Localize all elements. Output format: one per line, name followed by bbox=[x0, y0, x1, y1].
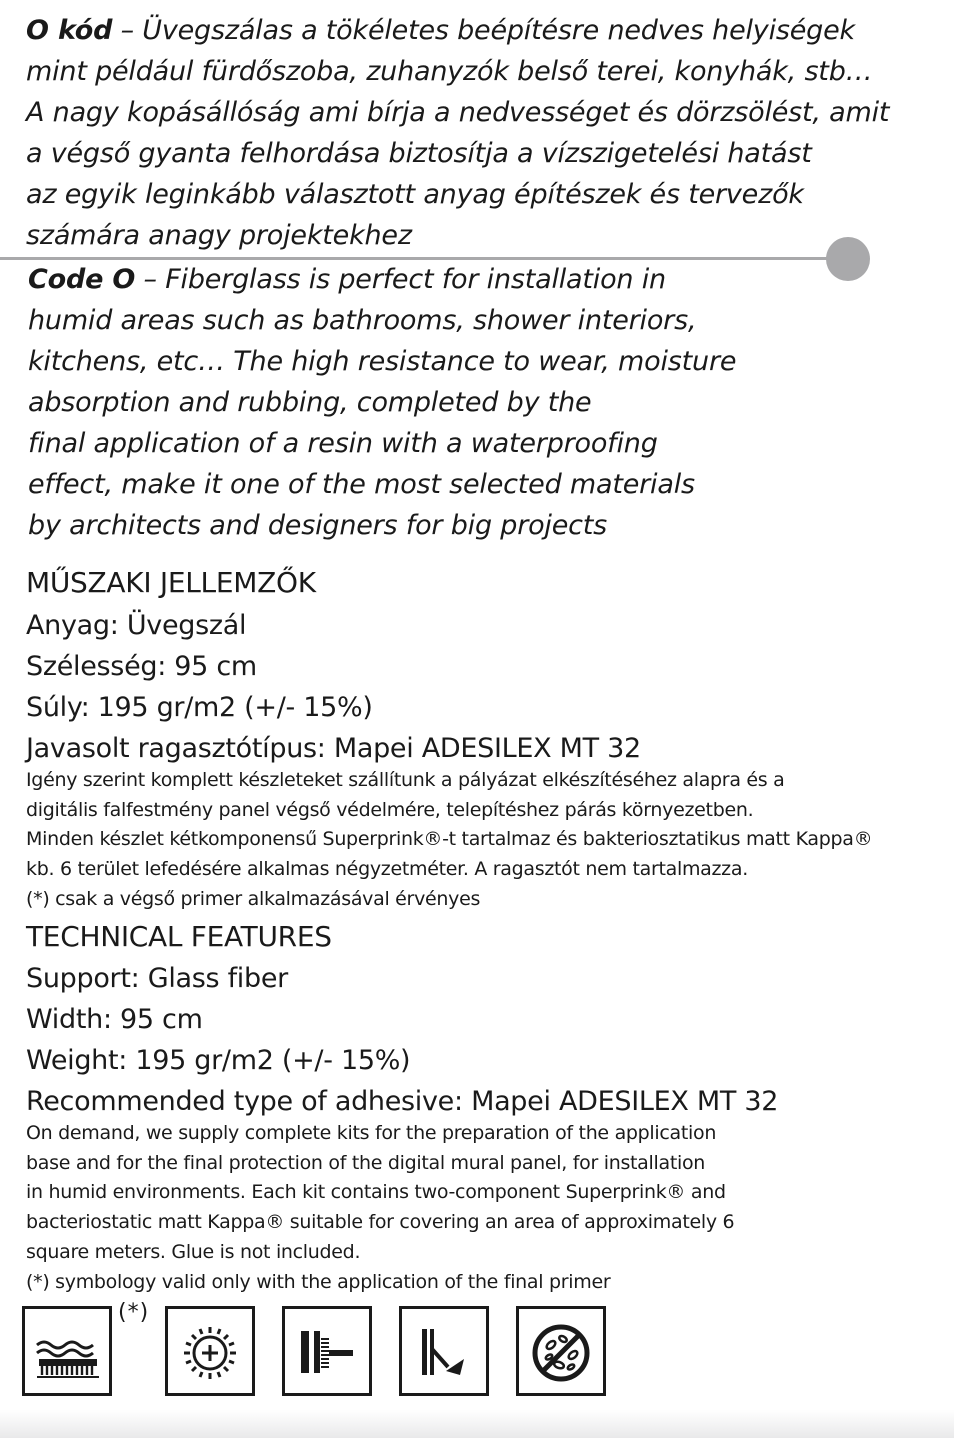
note-line: Minden készlet kétkomponensű Superprink®-t tartalmaz és bakteriosztatikus matt Kappa® bbox=[26, 828, 873, 851]
primer-asterisk: (*) bbox=[118, 1300, 150, 1325]
note-line: square meters. Glue is not included. bbox=[26, 1240, 361, 1263]
english-technical-heading: TECHNICAL FEATURES bbox=[26, 920, 332, 953]
description-line: O kód – Üvegszálas a tökéletes beépítésre nedves helyiségek bbox=[26, 15, 855, 46]
english-spec-list bbox=[26, 958, 778, 1122]
description-line: final application of a resin with a waterproofing bbox=[28, 428, 658, 459]
description-line: az egyik leginkább választott anyag építészek és tervezők bbox=[26, 179, 804, 210]
note-line: bacteriostatic matt Kappa® suitable for covering an area of approximately 6 bbox=[26, 1211, 735, 1234]
strippable-icon bbox=[399, 1306, 489, 1396]
spec-line: Weight: 195 gr/m2 (+/- 15%) bbox=[26, 1045, 411, 1076]
light-fastness-icon bbox=[165, 1306, 255, 1396]
code-label: O kód bbox=[26, 15, 113, 46]
spec-line: Súly: 195 gr/m2 (+/- 15%) bbox=[26, 692, 373, 723]
spec-line: Recommended type of adhesive: Mapei ADESILEX MT 32 bbox=[26, 1086, 779, 1117]
bacteriostatic-icon bbox=[516, 1306, 606, 1396]
care-symbols bbox=[22, 1300, 622, 1396]
english-description bbox=[28, 259, 736, 546]
spec-line: Javasolt ragasztótípus: Mapei ADESILEX MT 32 bbox=[26, 733, 641, 764]
spec-line: Support: Glass fiber bbox=[26, 963, 288, 994]
description-line: kitchens, etc… The high resistance to wear, moisture bbox=[28, 346, 737, 377]
note-line: On demand, we supply complete kits for the preparation of the application bbox=[26, 1122, 717, 1144]
hungarian-notes bbox=[26, 766, 872, 915]
hungarian-description bbox=[26, 10, 889, 256]
description-line: számára anagy projektekhez bbox=[26, 220, 412, 251]
note-line: kb. 6 terület lefedésére alkalmas négyzetméter. A ragasztót nem tartalmazza. bbox=[26, 858, 748, 881]
spec-line: Width: 95 cm bbox=[26, 1004, 203, 1035]
note-line: digitális falfestmény panel végső védelmére, telepítéshez párás környezetben. bbox=[26, 798, 754, 821]
description-line: by architects and designers for big projects bbox=[28, 510, 608, 541]
description-line: a végső gyanta felhordása biztosítja a vízszigetelési hatást bbox=[26, 138, 812, 169]
description-line: mint például fürdőszoba, zuhanyzók belső terei, konyhák, stb… bbox=[26, 56, 873, 87]
description-line: Code O – Fiberglass is perfect for installation in bbox=[28, 264, 666, 295]
note-line: base and for the final protection of the digital mural panel, for installation bbox=[26, 1151, 706, 1174]
spec-line: Anyag: Üvegszál bbox=[26, 610, 247, 641]
description-line: absorption and rubbing, completed by the bbox=[28, 387, 592, 418]
washable-brush-icon bbox=[22, 1306, 112, 1396]
divider-dot bbox=[826, 237, 870, 281]
note-line: in humid environments. Each kit contains two-component Superprink® and bbox=[26, 1181, 726, 1204]
description-line: A nagy kopásállóság ami bírja a nedvességet és dörzsölést, amit bbox=[26, 97, 890, 128]
hungarian-spec-list bbox=[26, 605, 641, 769]
paste-the-wall-icon bbox=[282, 1306, 372, 1396]
note-line: (*) csak a végső primer alkalmazásával érvényes bbox=[26, 887, 481, 910]
description-line: effect, make it one of the most selected materials bbox=[28, 469, 695, 500]
bottom-shade bbox=[0, 1410, 954, 1438]
description-line: humid areas such as bathrooms, shower interiors, bbox=[28, 305, 697, 336]
note-line: (*) symbology valid only with the application of the final primer bbox=[26, 1270, 611, 1293]
code-label: Code O bbox=[28, 264, 136, 295]
hungarian-technical-heading: MŰSZAKI JELLEMZŐK bbox=[26, 566, 316, 599]
english-notes bbox=[26, 1119, 734, 1297]
spec-line: Szélesség: 95 cm bbox=[26, 651, 257, 682]
note-line: Igény szerint komplett készleteket szállítunk a pályázat elkészítéséhez alapra és a bbox=[26, 769, 785, 791]
